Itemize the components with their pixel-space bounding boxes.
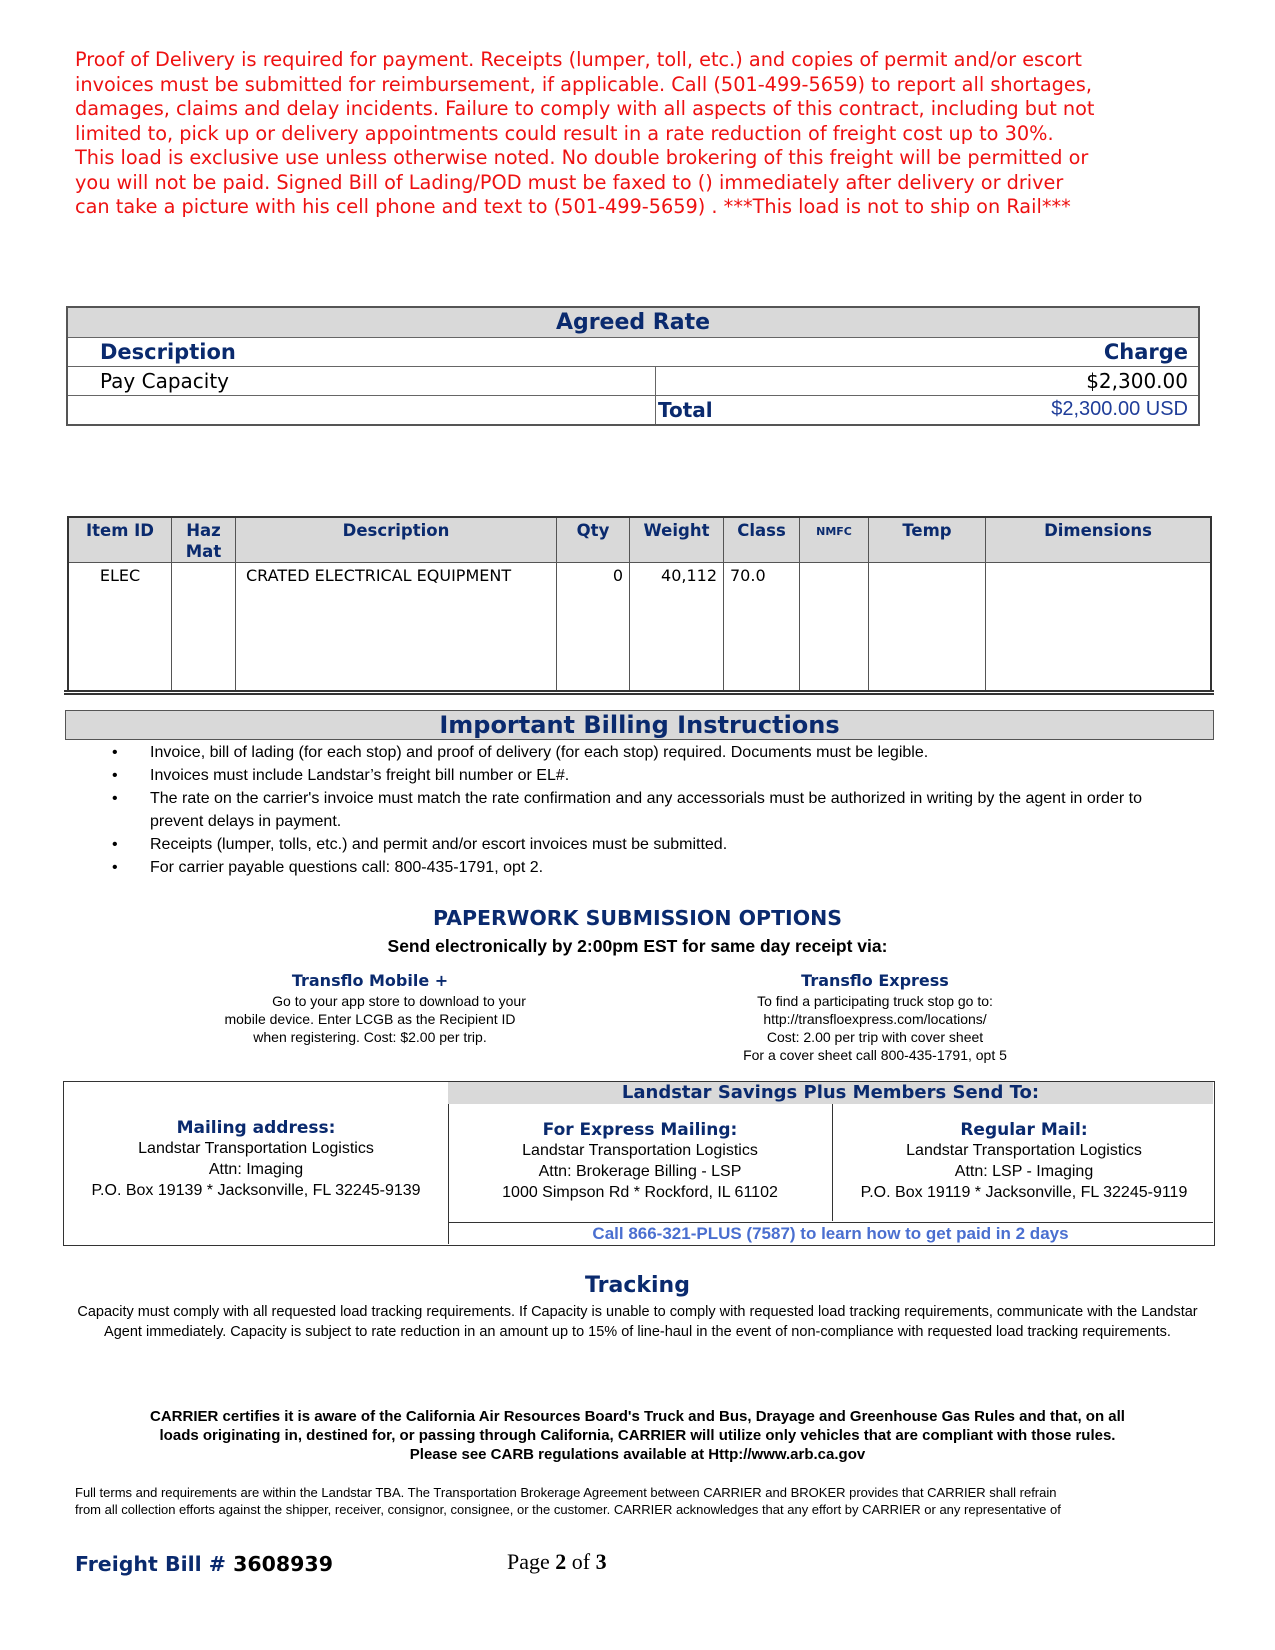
savings-plus-title: Landstar Savings Plus Members Send To: xyxy=(448,1082,1213,1104)
freight-bill-label: Freight Bill # xyxy=(75,1552,226,1576)
qty-cell: 0 xyxy=(557,563,630,692)
list-item xyxy=(110,787,1180,833)
billing-item-text: The rate on the carrier's invoice must match the rate confirmation and any accessorials must be authorized in writing by the agent in order to prevent delays in payment. xyxy=(150,790,1142,830)
savings-call-line: Call 866-321-PLUS (7587) to learn how to get paid in 2 days xyxy=(448,1222,1213,1245)
bullet-icon: • xyxy=(112,744,118,761)
agreed-rate-title: Agreed Rate xyxy=(67,307,1199,338)
rate-row xyxy=(67,367,1199,396)
list-item xyxy=(110,741,1180,764)
col-dimensions: Dimensions xyxy=(986,517,1212,563)
page-word: Page xyxy=(507,1549,550,1574)
col-temp: Temp xyxy=(869,517,986,563)
col-item-id: Item ID xyxy=(68,517,172,563)
col-weight: Weight xyxy=(630,517,724,563)
list-item xyxy=(110,764,1180,787)
transflo-express-block xyxy=(650,970,1100,1064)
rate-total-spacer xyxy=(67,396,656,426)
regular-mail-line: Landstar Transportation Logistics xyxy=(906,1142,1142,1159)
paperwork-title: PAPERWORK SUBMISSION OPTIONS xyxy=(432,906,843,930)
class-cell: 70.0 xyxy=(724,563,800,692)
transflo-mobile-block xyxy=(160,970,580,1046)
transflo-mobile-line: Go to your app store to download to your xyxy=(272,993,526,1009)
notice-line: limited to, pick up or delivery appointments could result in a rate reduction of freight cost up to 30%. xyxy=(75,121,1054,145)
page-current: 2 xyxy=(555,1549,567,1574)
items-header-row xyxy=(68,517,1211,563)
transflo-mobile-title: Transflo Mobile + xyxy=(291,971,449,990)
mailing-address xyxy=(64,1082,449,1244)
rate-total-cell xyxy=(656,396,1200,426)
notice-line: you will not be paid. Signed Bill of Lading/POD must be faxed to () immediately after delivery or driver xyxy=(75,170,1064,194)
col-qty: Qty xyxy=(557,517,630,563)
regular-mail-line: P.O. Box 19119 * Jacksonville, FL 32245-9119 xyxy=(860,1184,1188,1201)
billing-item-text: Invoice, bill of lading (for each stop) and proof of delivery (for each stop) required. Documents must be legible. xyxy=(150,744,929,761)
rate-row-description: Pay Capacity xyxy=(67,367,656,396)
nmfc-cell xyxy=(800,563,869,692)
mailing-address-title: Mailing address: xyxy=(176,1118,336,1138)
rate-total-label: Total xyxy=(658,398,713,422)
transflo-mobile-line: when registering. Cost: $2.00 per trip. xyxy=(253,1029,487,1045)
transflo-express-title: Transflo Express xyxy=(801,971,949,990)
delivery-notice xyxy=(75,48,1195,220)
carb-line: loads originating in, destined for, or passing through California, CARRIER will utilize only vehicles that are compliant with those rules. xyxy=(159,1427,1116,1444)
tracking-text: Capacity must comply with all requested load tracking requirements. If Capacity is unable to comply with requested load tracking requirements, communicate with the Landstar Agent immediately. Capacity is subject to rate reduction in an amount up to 15% of line-haul in the event of non-compliance with requested load tracking requirements. xyxy=(77,1304,1198,1340)
temp-cell xyxy=(869,563,986,692)
transflo-express-line: To find a participating truck stop go to: xyxy=(757,993,993,1009)
paperwork-subtitle: Send electronically by 2:00pm EST for same day receipt via: xyxy=(387,936,888,956)
express-mailing-address xyxy=(448,1104,833,1221)
col-description: Description xyxy=(236,517,557,563)
express-mailing-line: Landstar Transportation Logistics xyxy=(522,1142,758,1159)
carb-line: Please see CARB regulations available at Http://www.arb.ca.gov xyxy=(409,1446,866,1463)
terms-text xyxy=(75,1484,1215,1518)
carb-line: CARRIER certifies it is aware of the California Air Resources Board's Truck and Bus, Drayage and Greenhouse Gas Rules and that, on all xyxy=(150,1408,1125,1425)
billing-item-text: For carrier payable questions call: 800-435-1791, opt 2. xyxy=(150,859,544,876)
list-item xyxy=(110,833,1180,856)
description-cell: CRATED ELECTRICAL EQUIPMENT xyxy=(236,563,557,692)
item-id-cell: ELEC xyxy=(68,563,172,692)
page-total: 3 xyxy=(595,1549,607,1574)
table-row xyxy=(68,563,1211,692)
freight-bill-number: 3608939 xyxy=(233,1552,333,1576)
notice-line: damages, claims and delay incidents. Failure to comply with all aspects of this contract, including but not xyxy=(75,97,1095,120)
transflo-mobile-line: mobile device. Enter LCGB as the Recipient ID xyxy=(224,1011,516,1027)
carb-notice xyxy=(70,1407,1205,1464)
regular-mail-line: Attn: LSP - Imaging xyxy=(954,1163,1094,1180)
notice-line: Proof of Delivery is required for payment. Receipts (lumper, toll, etc.) and copies of permit and/or escort xyxy=(75,48,1082,71)
bullet-icon: • xyxy=(112,767,118,784)
notice-line: This load is exclusive use unless otherwise noted. No double brokering of this freight will be permitted or xyxy=(75,146,1089,169)
regular-mail-address xyxy=(834,1104,1214,1221)
haz-mat-cell xyxy=(172,563,236,692)
transflo-express-line: For a cover sheet call 800-435-1791, opt 5 xyxy=(743,1047,1007,1063)
rate-description-header: Description xyxy=(67,338,656,367)
mailing-address-line: Attn: Imaging xyxy=(208,1161,304,1178)
col-haz-mat: Haz Mat xyxy=(172,517,236,563)
address-box xyxy=(63,1081,1215,1246)
tracking-title: Tracking xyxy=(585,1273,690,1298)
weight-cell: 40,112 xyxy=(630,563,724,692)
transflo-express-url: http://transfloexpress.com/locations/ xyxy=(763,1011,987,1027)
page-indicator xyxy=(507,1549,607,1575)
billing-item-text: Invoices must include Landstar’s freight bill number or EL#. xyxy=(150,767,570,784)
freight-bill xyxy=(75,1552,333,1576)
list-item xyxy=(110,856,1180,879)
billing-item-text: Receipts (lumper, tolls, etc.) and permit and/or escort invoices must be submitted. xyxy=(150,836,728,853)
col-class: Class xyxy=(724,517,800,563)
rate-total-value: $2,300.00 USD xyxy=(1051,398,1188,420)
col-nmfc: NMFC xyxy=(800,517,869,563)
regular-mail-title: Regular Mail: xyxy=(960,1120,1088,1140)
transflo-express-line: Cost: 2.00 per trip with cover sheet xyxy=(766,1029,984,1045)
dimensions-cell xyxy=(986,563,1212,692)
terms-line: from all collection efforts against the shipper, receiver, consignor, consignee, or the customer. CARRIER acknowledges that any effort by CARRIER or any representative of xyxy=(75,1502,1061,1517)
mailing-address-line: Landstar Transportation Logistics xyxy=(138,1140,374,1157)
express-mailing-line: Attn: Brokerage Billing - LSP xyxy=(538,1163,742,1180)
items-double-rule xyxy=(64,690,1214,695)
agreed-rate-table xyxy=(66,306,1200,426)
items-table xyxy=(67,516,1212,692)
billing-title: Important Billing Instructions xyxy=(65,710,1214,740)
mailing-address-line: P.O. Box 19139 * Jacksonville, FL 32245-9139 xyxy=(91,1182,421,1199)
bullet-icon: • xyxy=(112,790,118,807)
page-of: of xyxy=(571,1549,591,1574)
billing-list xyxy=(110,741,1180,879)
notice-line: can take a picture with his cell phone and text to (501-499-5659) . ***This load is not to ship on Rail*** xyxy=(75,195,1071,218)
rate-row-charge: $2,300.00 xyxy=(656,367,1200,396)
express-mailing-line: 1000 Simpson Rd * Rockford, IL 61102 xyxy=(502,1184,778,1201)
bullet-icon: • xyxy=(112,859,118,876)
notice-line: invoices must be submitted for reimbursement, if applicable. Call (501-499-5659) to report all shortages, xyxy=(75,72,1092,96)
express-mailing-title: For Express Mailing: xyxy=(542,1120,738,1140)
terms-line: Full terms and requirements are within the Landstar TBA. The Transportation Brokerage Agreement between CARRIER and BROKER provides that CARRIER shall refrain xyxy=(75,1485,1057,1500)
rate-charge-header: Charge xyxy=(656,338,1200,367)
bullet-icon: • xyxy=(112,836,118,853)
